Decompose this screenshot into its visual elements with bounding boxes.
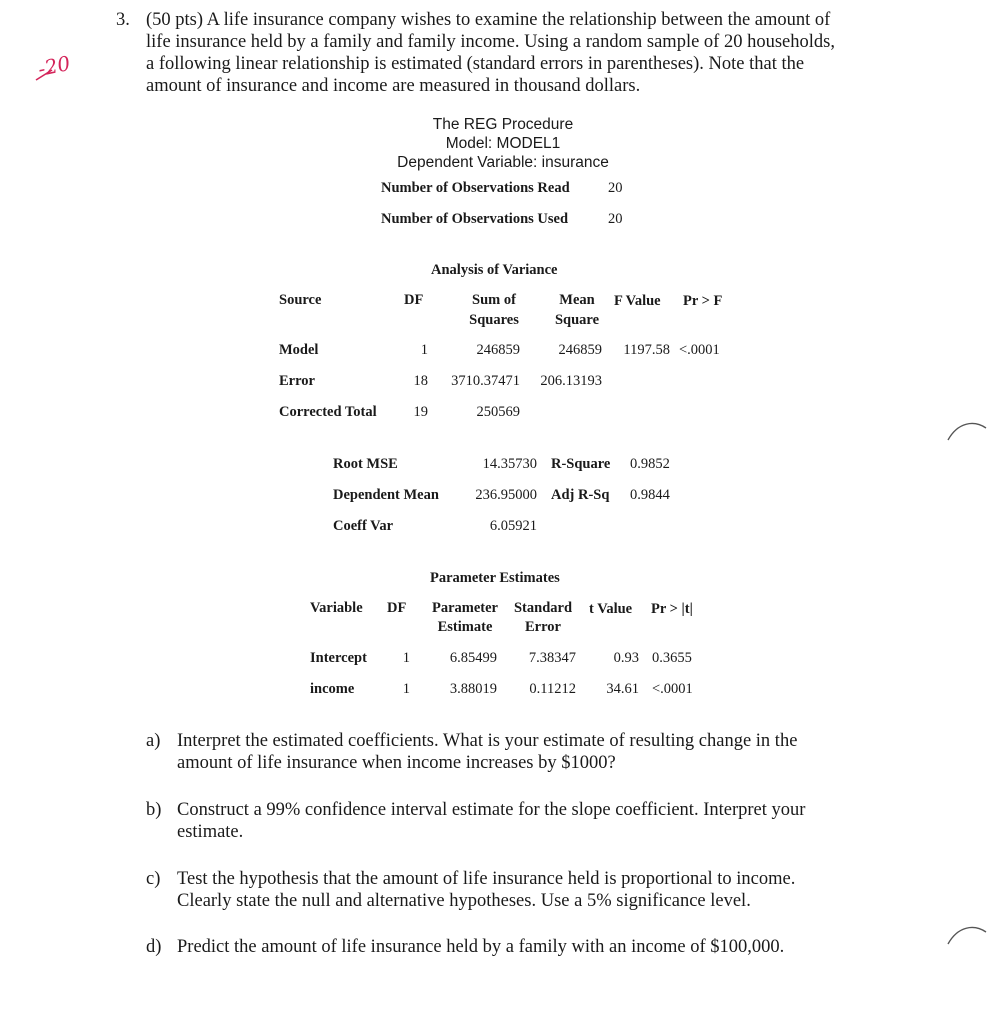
param-row-df: 1 xyxy=(402,681,410,697)
fit-label: Coeff Var xyxy=(333,518,394,534)
fit-value: 236.95000 xyxy=(475,487,537,503)
anova-header-f: F Value xyxy=(614,293,661,309)
problem-line-2: life insurance held by a family and family income. Using a random sample of 20 households, xyxy=(146,32,835,52)
question-c-label: c) xyxy=(146,869,161,889)
reg-title: The REG Procedure xyxy=(432,116,574,133)
question-a-label: a) xyxy=(146,731,161,751)
param-row-p: 0.3655 xyxy=(652,650,692,666)
anova-row-source: Corrected Total xyxy=(279,404,377,420)
obs-used-value: 20 xyxy=(608,211,623,227)
question-b-line-1: Construct a 99% confidence interval estimate for the slope coefficient. Interpret your xyxy=(177,800,806,820)
params-title: Parameter Estimates xyxy=(430,570,560,586)
fit-value: 0.9852 xyxy=(630,456,670,472)
anova-row-f: 1197.58 xyxy=(623,342,670,358)
anova-header-ms-1: Mean xyxy=(559,292,595,308)
reg-dependent: Dependent Variable: insurance xyxy=(397,154,609,171)
anova-row-ss: 3710.37471 xyxy=(451,373,520,389)
question-c-line-2: Clearly state the null and alternative hypotheses. Use a 5% significance level. xyxy=(177,891,751,911)
question-d-line-1: Predict the amount of life insurance held by a family with an income of $100,000. xyxy=(177,937,785,957)
scan-curve-mark xyxy=(944,416,990,446)
question-d-label: d) xyxy=(146,937,162,957)
anova-header-source: Source xyxy=(279,292,322,308)
param-row-t: 34.61 xyxy=(606,681,639,697)
param-row-estimate: 6.85499 xyxy=(449,650,497,666)
fit-value: 0.9844 xyxy=(630,487,670,503)
anova-row-df: 19 xyxy=(413,404,428,420)
obs-read-label: Number of Observations Read xyxy=(381,180,570,196)
question-b-line-2: estimate. xyxy=(177,822,244,842)
fit-value: 6.05921 xyxy=(489,518,537,534)
anova-header-df: DF xyxy=(404,292,424,308)
problem-line-4: amount of insurance and income are measured in thousand dollars. xyxy=(146,76,641,96)
question-a-line-2: amount of life insurance when income increases by $1000? xyxy=(177,753,616,773)
param-row-se: 0.11212 xyxy=(529,681,576,697)
anova-header-p: Pr > F xyxy=(683,293,723,309)
question-b-label: b) xyxy=(146,800,162,820)
grade-mark: -20 xyxy=(35,50,73,82)
obs-used-label: Number of Observations Used xyxy=(381,211,569,227)
question-a-line-1: Interpret the estimated coefficients. What is your estimate of resulting change in the xyxy=(177,731,798,751)
anova-header-ss-2: Squares xyxy=(469,312,519,328)
anova-header-ms-2: Square xyxy=(554,312,600,328)
fit-label: Dependent Mean xyxy=(333,487,439,503)
fit-label: R-Square xyxy=(551,456,611,472)
param-row-variable: Intercept xyxy=(310,650,367,666)
params-header-df: DF xyxy=(387,600,407,616)
params-header-se-2: Error xyxy=(525,619,561,635)
params-header-t: t Value xyxy=(589,601,633,617)
anova-title: Analysis of Variance xyxy=(431,262,558,278)
problem-line-1: (50 pts) A life insurance company wishes to examine the relationship between the amount of xyxy=(146,10,831,30)
anova-row-source: Model xyxy=(279,342,319,358)
params-header-est-2: Estimate xyxy=(437,619,493,635)
obs-read-value: 20 xyxy=(608,180,623,196)
param-row-variable: income xyxy=(310,681,355,697)
anova-header-ss-1: Sum of xyxy=(472,292,516,308)
param-row-se: 7.38347 xyxy=(528,650,576,666)
question-c-line-1: Test the hypothesis that the amount of life insurance held is proportional to income. xyxy=(177,869,796,889)
fit-label: Adj R-Sq xyxy=(551,487,610,503)
anova-row-ms: 246859 xyxy=(558,342,602,358)
anova-row-df: 1 xyxy=(420,342,428,358)
scan-curve-mark xyxy=(944,920,990,950)
fit-value: 14.35730 xyxy=(482,456,537,472)
params-header-variable: Variable xyxy=(310,600,363,616)
anova-row-source: Error xyxy=(279,373,315,389)
params-header-p: Pr > |t| xyxy=(651,601,693,617)
problem-number: 3. xyxy=(116,10,130,30)
problem-line-3: a following linear relationship is estimated (standard errors in parentheses). Note that the xyxy=(146,54,805,74)
anova-row-p: <.0001 xyxy=(679,342,720,358)
fit-label: Root MSE xyxy=(333,456,398,472)
grade-stroke xyxy=(30,58,100,88)
anova-row-ss: 250569 xyxy=(476,404,520,420)
params-header-est-1: Parameter xyxy=(431,600,498,616)
anova-row-ss: 246859 xyxy=(476,342,520,358)
anova-row-df: 18 xyxy=(413,373,428,389)
param-row-estimate: 3.88019 xyxy=(449,681,497,697)
param-row-df: 1 xyxy=(402,650,410,666)
param-row-t: 0.93 xyxy=(613,650,639,666)
param-row-p: <.0001 xyxy=(652,681,693,697)
reg-model: Model: MODEL1 xyxy=(445,135,561,152)
anova-row-ms: 206.13193 xyxy=(540,373,602,389)
params-header-se-1: Standard xyxy=(513,600,573,616)
